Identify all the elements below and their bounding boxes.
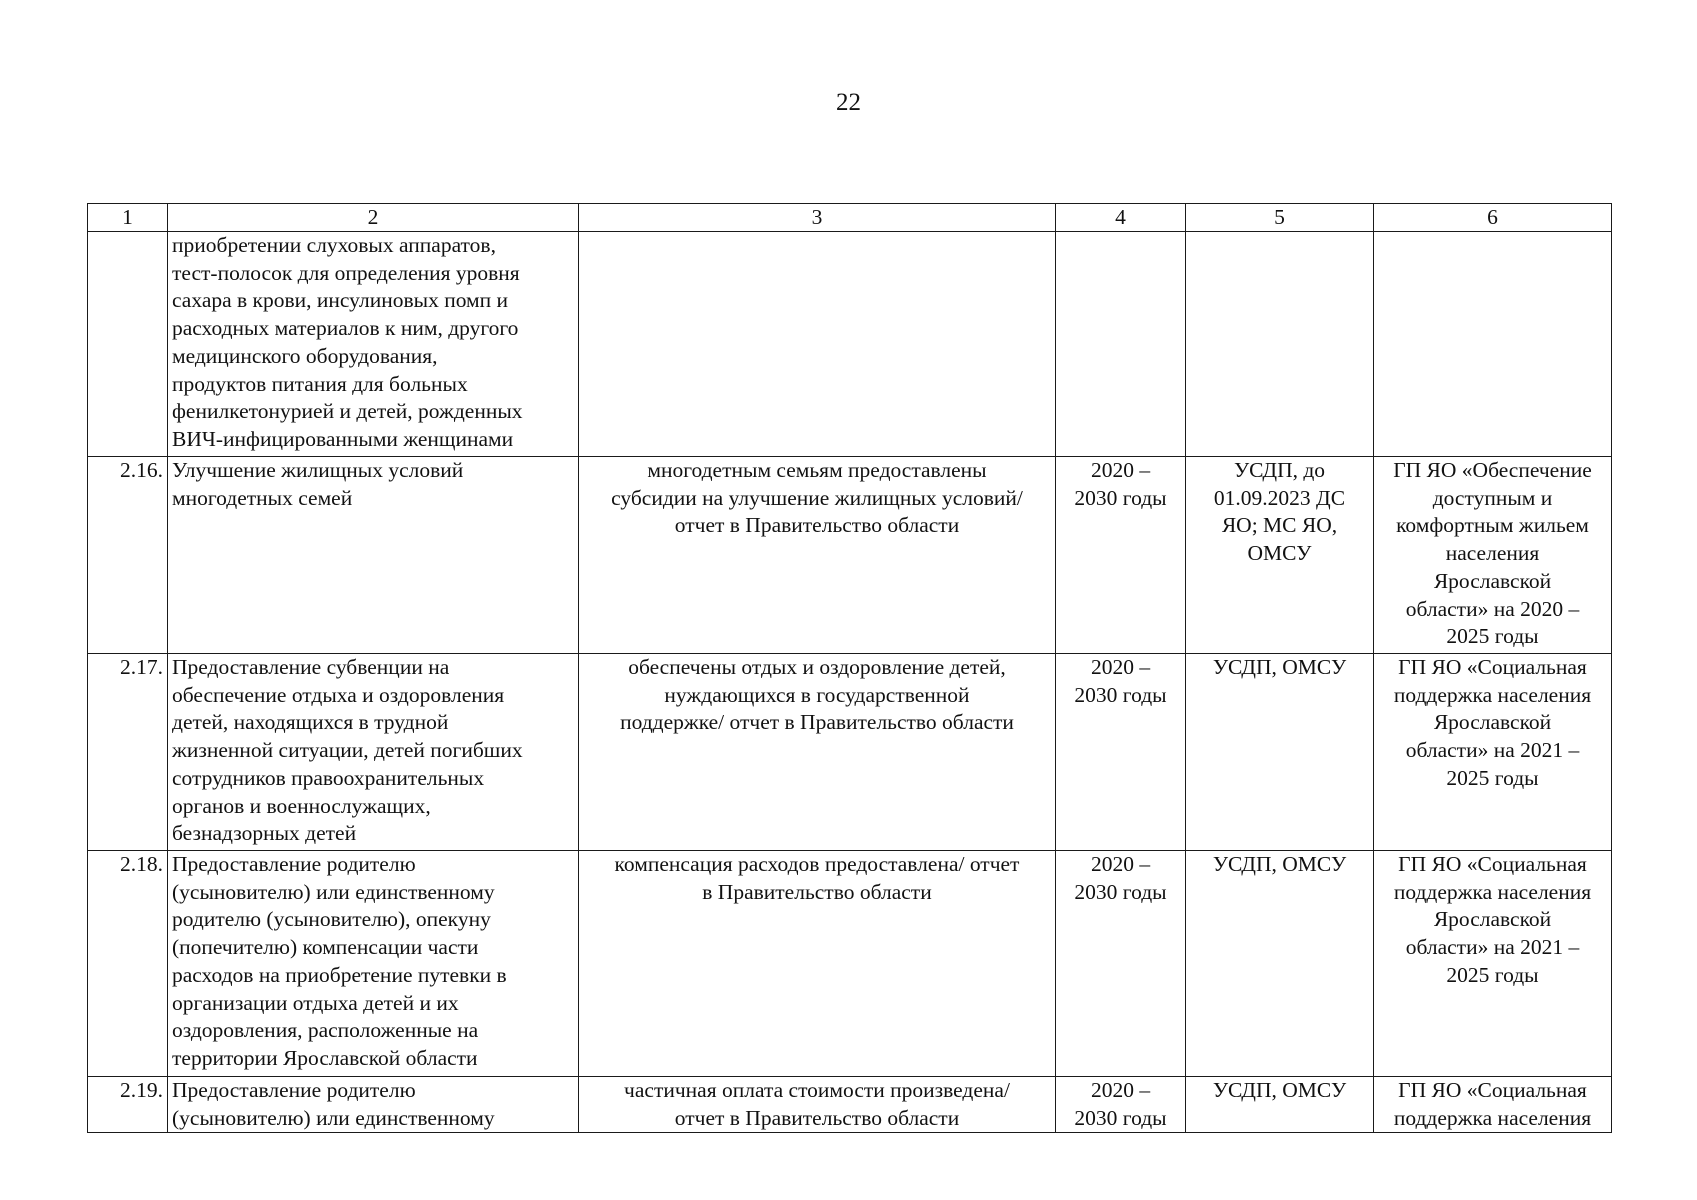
measure-cell: Предоставление родителю (усыновителю) или единственному родителю (усыновителю), опекуну (попечителю) компенсации части расходов на приобретение путевки в организации отдыха детей и их оздоровления, расположенные на территории Ярославской области [168,851,579,1077]
measures-table [87,203,1612,1133]
table-row [88,1077,1612,1133]
header-cell: 6 [1374,204,1612,232]
program-cell: ГП ЯО «Обеспечение доступным и комфортным жильем населения Ярославской области» на 2020 – 2025 годы [1374,457,1612,654]
header-cell: 2 [168,204,579,232]
result-cell [579,232,1056,457]
measure-cell: Улучшение жилищных условий многодетных семей [168,457,579,654]
program-cell: ГП ЯО «Социальная поддержка населения Ярославской области» на 2021 – 2025 годы [1374,851,1612,1077]
program-cell: ГП ЯО «Социальная поддержка населения Ярославской области» на 2021 – 2025 годы [1374,654,1612,851]
row-number: 2.18. [88,851,168,1077]
executor-cell: УСДП, ОМСУ [1186,1077,1374,1133]
result-cell: многодетным семьям предоставлены субсидии на улучшение жилищных условий/ отчет в Правительство области [579,457,1056,654]
period-cell: 2020 – 2030 годы [1056,851,1186,1077]
page-number: 22 [836,89,861,116]
executor-cell: УСДП, ОМСУ [1186,654,1374,851]
row-number: 2.16. [88,457,168,654]
measure-cell: приобретении слуховых аппаратов, тест-полосок для определения уровня сахара в крови, инсулиновых помп и расходных материалов к ним, другого медицинского оборудования, продуктов питания для больных фенилкетонурией и детей, рожденных ВИЧ-инфицированными женщинами [168,232,579,457]
measure-cell: Предоставление субвенции на обеспечение отдыха и оздоровления детей, находящихся в трудной жизненной ситуации, детей погибших сотрудников правоохранительных органов и военнослужащих, безнадзорных детей [168,654,579,851]
measure-cell: Предоставление родителю (усыновителю) или единственному [168,1077,579,1133]
header-cell: 5 [1186,204,1374,232]
table-row [88,457,1612,654]
table-row [88,851,1612,1077]
program-cell [1374,232,1612,457]
period-cell: 2020 – 2030 годы [1056,457,1186,654]
result-cell: частичная оплата стоимости произведена/ отчет в Правительство области [579,1077,1056,1133]
executor-cell: УСДП, ОМСУ [1186,851,1374,1077]
table-header-row [88,204,1612,232]
row-number: 2.19. [88,1077,168,1133]
header-cell: 4 [1056,204,1186,232]
result-cell: обеспечены отдых и оздоровление детей, нуждающихся в государственной поддержке/ отчет в Правительство области [579,654,1056,851]
row-number [88,232,168,457]
result-cell: компенсация расходов предоставлена/ отчет в Правительство области [579,851,1056,1077]
table-row [88,232,1612,457]
executor-cell [1186,232,1374,457]
period-cell [1056,232,1186,457]
program-cell: ГП ЯО «Социальная поддержка населения [1374,1077,1612,1133]
header-cell: 3 [579,204,1056,232]
row-number: 2.17. [88,654,168,851]
period-cell: 2020 – 2030 годы [1056,1077,1186,1133]
header-cell: 1 [88,204,168,232]
executor-cell: УСДП, до 01.09.2023 ДС ЯО; МС ЯО, ОМСУ [1186,457,1374,654]
table-row [88,654,1612,851]
period-cell: 2020 – 2030 годы [1056,654,1186,851]
